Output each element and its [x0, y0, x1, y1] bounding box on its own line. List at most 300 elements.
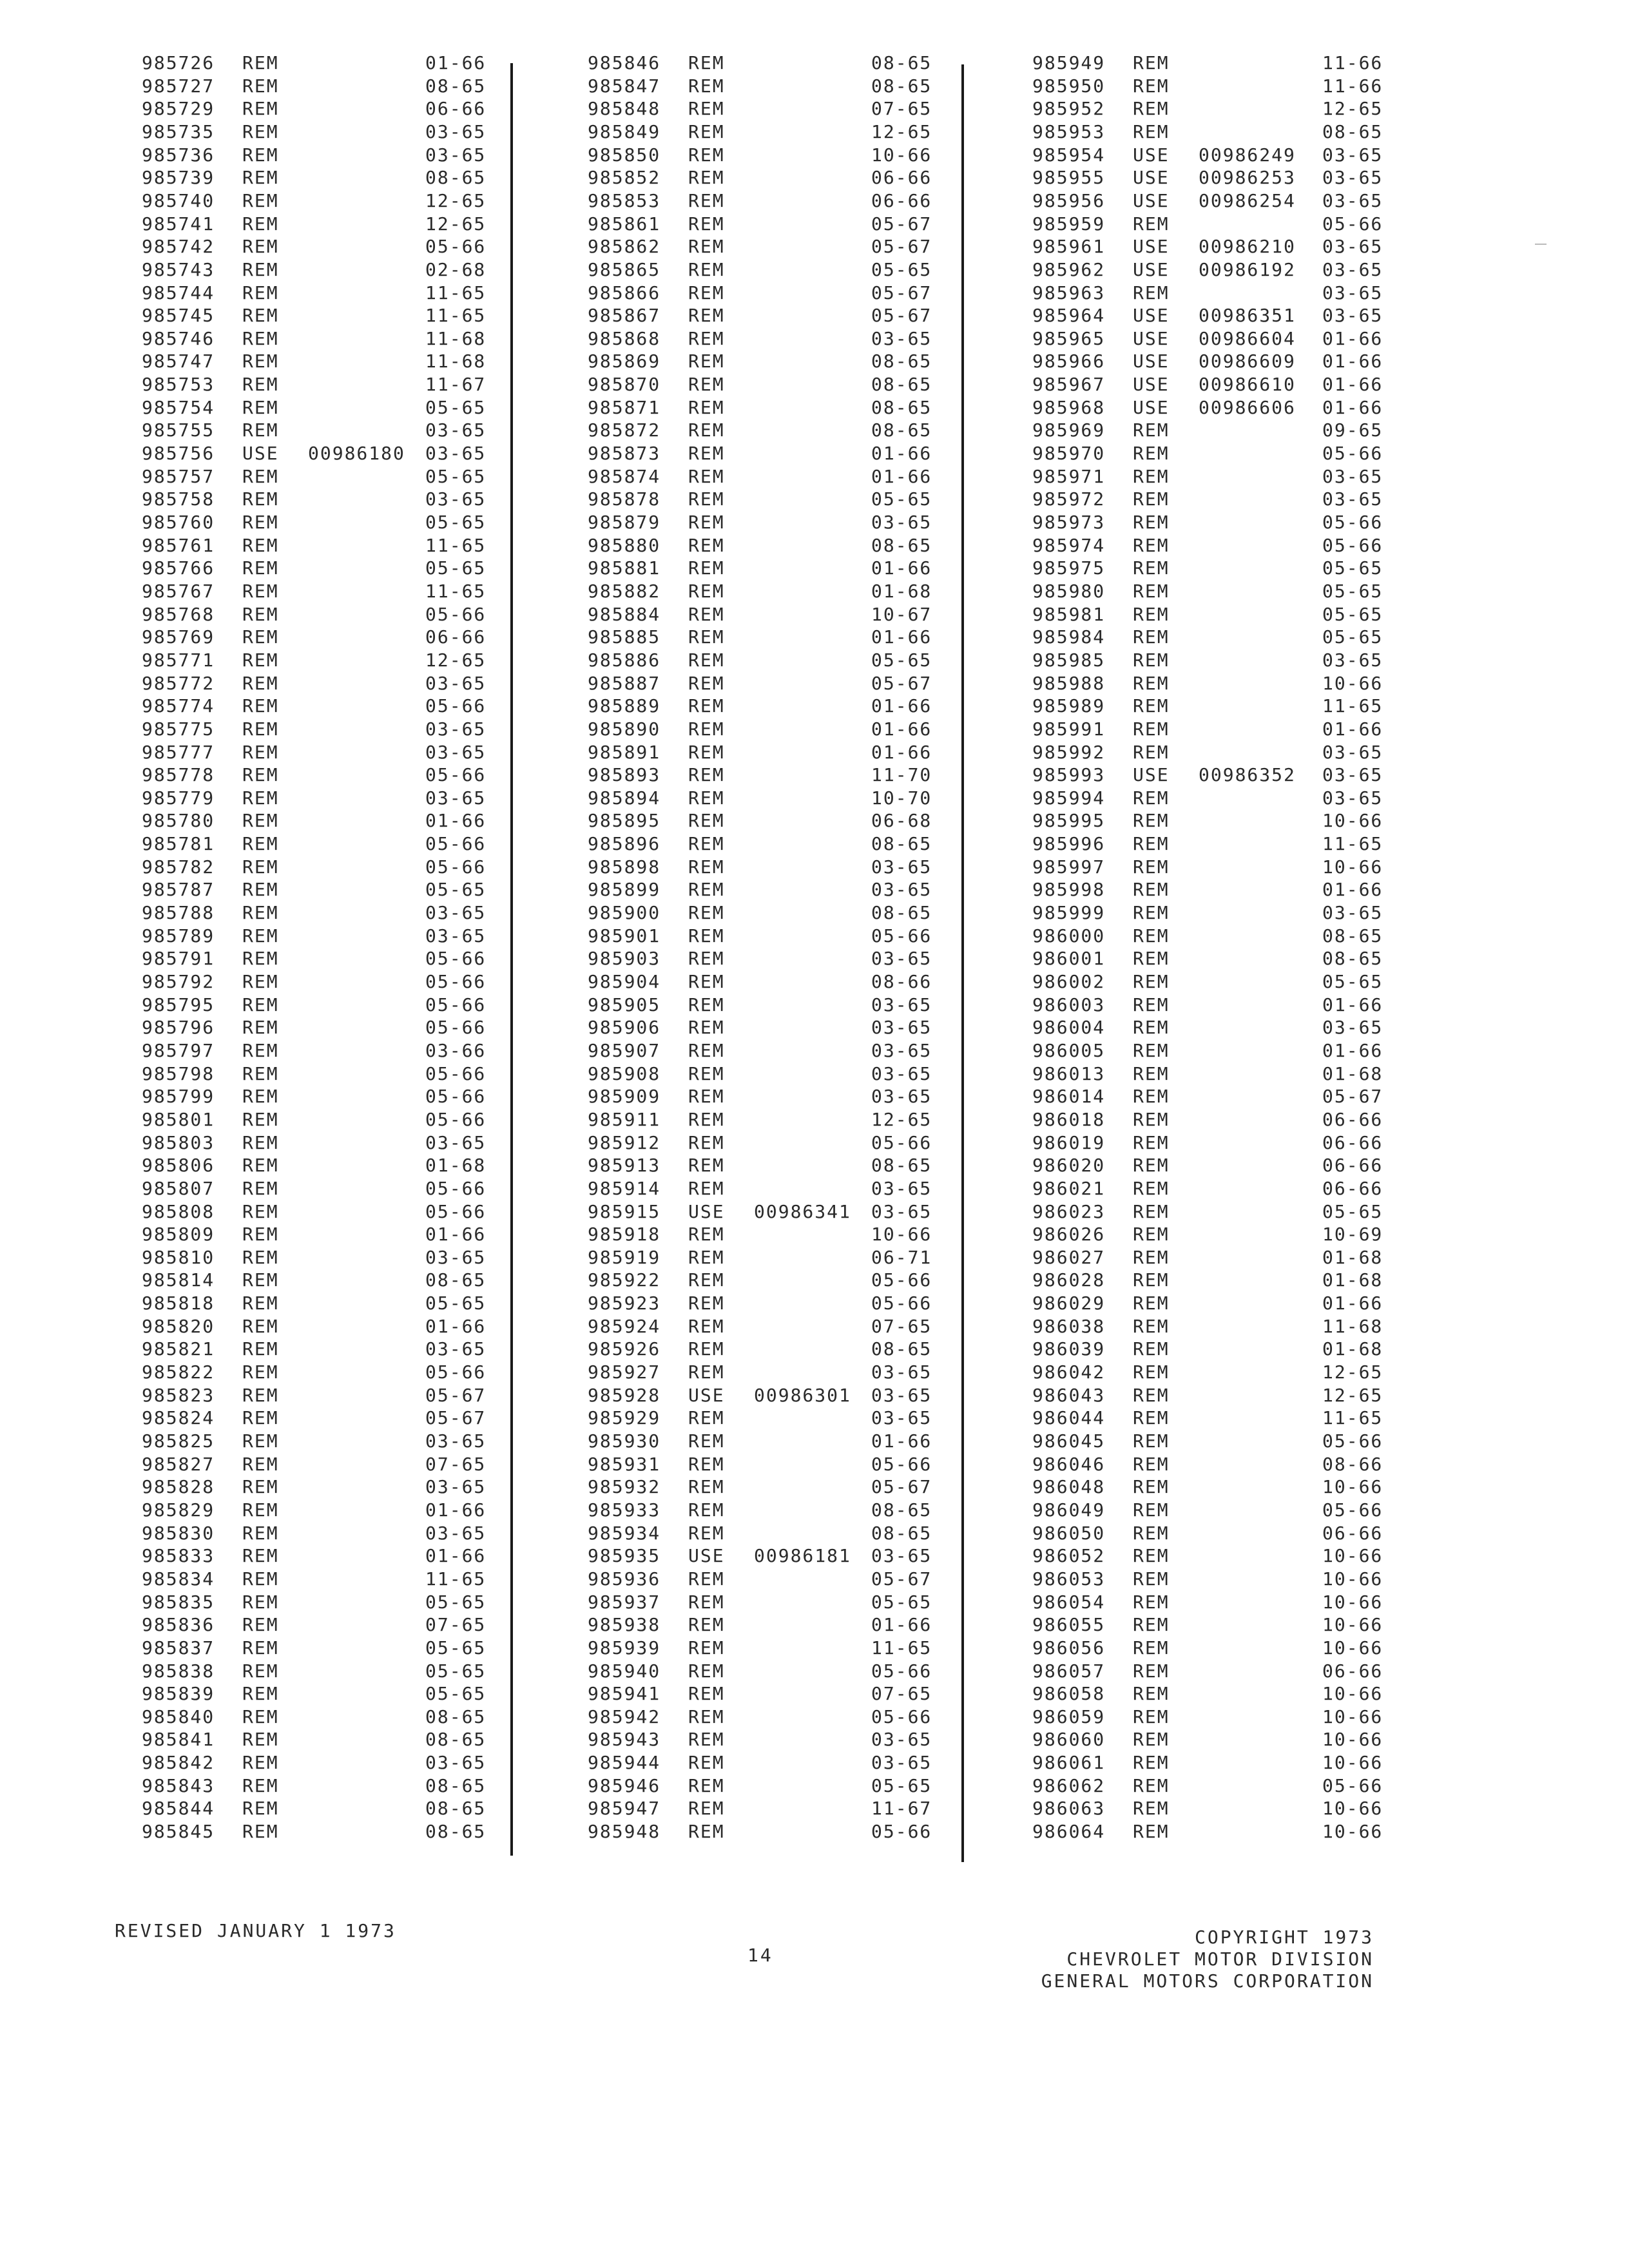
effective-date: 01-66 [425, 1499, 487, 1521]
effective-date: 03-65 [871, 512, 932, 533]
action-code: USE [1133, 305, 1170, 326]
effective-date: 03-65 [871, 1361, 932, 1383]
replacement-number: 00986192 [1199, 259, 1296, 280]
part-number: 985955 [1032, 167, 1106, 188]
effective-date: 03-65 [425, 1476, 487, 1497]
action-code: REM [688, 1132, 725, 1153]
action-code: REM [242, 902, 279, 923]
effective-date: 03-65 [1322, 282, 1383, 303]
effective-date: 05-66 [425, 1086, 487, 1107]
action-code: REM [1133, 1040, 1170, 1061]
effective-date: 06-66 [1322, 1660, 1383, 1682]
part-number: 985879 [588, 512, 661, 533]
action-code: REM [242, 1247, 279, 1268]
part-number: 986043 [1032, 1385, 1106, 1406]
action-code: REM [688, 810, 725, 831]
effective-date: 11-65 [1322, 833, 1383, 854]
part-number: 985947 [588, 1798, 661, 1819]
part-number: 985862 [588, 236, 661, 257]
action-code: REM [242, 512, 279, 533]
effective-date: 06-66 [425, 98, 487, 119]
effective-date: 05-66 [425, 1017, 487, 1038]
part-number: 985901 [588, 925, 661, 947]
effective-date: 11-65 [425, 1568, 487, 1590]
effective-date: 01-68 [1322, 1247, 1383, 1268]
part-number: 986057 [1032, 1660, 1106, 1682]
effective-date: 08-65 [871, 1338, 932, 1360]
effective-date: 08-65 [425, 75, 487, 97]
effective-date: 05-66 [871, 925, 932, 947]
part-number: 985995 [1032, 810, 1106, 831]
action-code: REM [688, 902, 725, 923]
effective-date: 05-66 [425, 1361, 487, 1383]
part-number: 985844 [142, 1798, 215, 1819]
part-number: 985868 [588, 328, 661, 349]
action-code: REM [242, 1706, 279, 1727]
part-number: 985821 [142, 1338, 215, 1360]
action-code: REM [242, 1407, 279, 1428]
action-code: REM [688, 1293, 725, 1314]
effective-date: 01-66 [1322, 328, 1383, 349]
part-number: 985940 [588, 1660, 661, 1682]
action-code: REM [242, 52, 279, 73]
part-number: 985880 [588, 535, 661, 556]
effective-date: 03-65 [425, 1247, 487, 1268]
part-number: 985761 [142, 535, 215, 556]
action-code: REM [688, 512, 725, 533]
effective-date: 05-65 [1322, 557, 1383, 579]
effective-date: 03-65 [1322, 305, 1383, 326]
action-code: USE [1133, 328, 1170, 349]
action-code: REM [688, 1729, 725, 1750]
part-number: 985966 [1032, 351, 1106, 372]
effective-date: 07-65 [871, 98, 932, 119]
effective-date: 05-65 [425, 1591, 487, 1613]
action-code: REM [1133, 419, 1170, 441]
action-code: REM [242, 557, 279, 579]
action-code: REM [688, 1338, 725, 1360]
effective-date: 11-65 [425, 535, 487, 556]
part-number: 985889 [588, 695, 661, 716]
part-number: 985914 [588, 1178, 661, 1199]
part-number: 985788 [142, 902, 215, 923]
effective-date: 05-66 [425, 1063, 487, 1084]
effective-date: 11-65 [425, 305, 487, 326]
action-code: REM [242, 1063, 279, 1084]
part-number: 985969 [1032, 419, 1106, 441]
action-code: REM [688, 1407, 725, 1428]
part-number: 985898 [588, 856, 661, 878]
part-number: 986052 [1032, 1545, 1106, 1566]
effective-date: 10-66 [871, 144, 932, 166]
part-number: 986058 [1032, 1683, 1106, 1704]
effective-date: 05-65 [425, 466, 487, 487]
part-number: 985981 [1032, 604, 1106, 625]
effective-date: 10-66 [1322, 1752, 1383, 1773]
action-code: REM [1133, 1017, 1170, 1038]
action-code: REM [688, 971, 725, 992]
action-code: REM [242, 1729, 279, 1750]
part-number: 985908 [588, 1063, 661, 1084]
replacement-number: 00986609 [1199, 351, 1296, 372]
part-number: 985936 [588, 1568, 661, 1590]
effective-date: 06-71 [871, 1247, 932, 1268]
effective-date: 05-66 [425, 1201, 487, 1222]
effective-date: 03-65 [871, 1752, 932, 1773]
effective-date: 08-66 [871, 971, 932, 992]
part-number: 985996 [1032, 833, 1106, 854]
action-code: REM [688, 1155, 725, 1176]
action-code: REM [688, 213, 725, 235]
action-code: REM [1133, 1568, 1170, 1590]
part-number: 985771 [142, 649, 215, 671]
action-code: REM [1133, 1476, 1170, 1497]
action-code: REM [242, 1224, 279, 1245]
action-code: REM [242, 1476, 279, 1497]
action-code: REM [688, 1109, 725, 1130]
action-code: REM [688, 1775, 725, 1796]
action-code: REM [688, 1454, 725, 1475]
action-code: REM [1133, 1361, 1170, 1383]
part-number: 986021 [1032, 1178, 1106, 1199]
effective-date: 05-65 [1322, 626, 1383, 648]
action-code: REM [688, 1316, 725, 1337]
effective-date: 01-66 [425, 1545, 487, 1566]
part-number: 986001 [1032, 948, 1106, 969]
part-number: 986002 [1032, 971, 1106, 992]
effective-date: 05-67 [871, 1476, 932, 1497]
effective-date: 07-65 [871, 1316, 932, 1337]
effective-date: 05-67 [425, 1385, 487, 1406]
part-number: 986055 [1032, 1614, 1106, 1635]
part-number: 985838 [142, 1660, 215, 1682]
part-number: 986062 [1032, 1775, 1106, 1796]
part-number: 985952 [1032, 98, 1106, 119]
effective-date: 05-66 [425, 971, 487, 992]
part-number: 985989 [1032, 695, 1106, 716]
action-code: REM [1133, 1683, 1170, 1704]
effective-date: 01-66 [871, 695, 932, 716]
part-number: 985893 [588, 764, 661, 785]
part-number: 985973 [1032, 512, 1106, 533]
action-code: REM [1133, 1821, 1170, 1842]
effective-date: 03-65 [425, 718, 487, 740]
effective-date: 03-65 [425, 742, 487, 763]
effective-date: 05-65 [425, 1637, 487, 1658]
action-code: REM [688, 98, 725, 119]
action-code: REM [688, 397, 725, 418]
part-number: 985998 [1032, 879, 1106, 900]
action-code: REM [242, 1293, 279, 1314]
part-number: 985849 [588, 121, 661, 142]
corporation-line: GENERAL MOTORS CORPORATION [1041, 1970, 1374, 1992]
action-code: REM [688, 1178, 725, 1199]
effective-date: 09-65 [1322, 419, 1383, 441]
effective-date: 03-65 [425, 144, 487, 166]
part-number: 985999 [1032, 902, 1106, 923]
effective-date: 11-66 [1322, 52, 1383, 73]
action-code: REM [1133, 856, 1170, 878]
effective-date: 03-66 [425, 1040, 487, 1061]
effective-date: 01-66 [871, 742, 932, 763]
action-code: REM [1133, 1545, 1170, 1566]
action-code: REM [1133, 1338, 1170, 1360]
replacement-number: 00986610 [1199, 374, 1296, 395]
replacement-number: 00986341 [754, 1201, 851, 1222]
part-number: 985871 [588, 397, 661, 418]
part-number: 985801 [142, 1109, 215, 1130]
part-number: 986064 [1032, 1821, 1106, 1842]
part-number: 985929 [588, 1407, 661, 1428]
effective-date: 05-65 [871, 649, 932, 671]
effective-date: 03-65 [871, 328, 932, 349]
part-number: 985985 [1032, 649, 1106, 671]
effective-date: 10-66 [1322, 1729, 1383, 1750]
action-code: REM [688, 52, 725, 73]
effective-date: 03-65 [425, 121, 487, 142]
effective-date: 03-65 [871, 1407, 932, 1428]
action-code: REM [1133, 52, 1170, 73]
action-code: REM [1133, 443, 1170, 464]
action-code: REM [242, 1361, 279, 1383]
effective-date: 06-66 [871, 190, 932, 211]
action-code: REM [688, 1752, 725, 1773]
action-code: REM [688, 1614, 725, 1635]
action-code: REM [1133, 1729, 1170, 1750]
part-number: 985822 [142, 1361, 215, 1383]
part-number: 985768 [142, 604, 215, 625]
action-code: REM [242, 236, 279, 257]
action-code: USE [1133, 374, 1170, 395]
action-code: REM [688, 144, 725, 166]
action-code: REM [242, 98, 279, 119]
effective-date: 06-66 [1322, 1109, 1383, 1130]
effective-date: 08-65 [871, 397, 932, 418]
action-code: REM [1133, 1178, 1170, 1199]
action-code: REM [688, 351, 725, 372]
part-number: 985757 [142, 466, 215, 487]
part-number: 985938 [588, 1614, 661, 1635]
replacement-number: 00986352 [1199, 764, 1296, 785]
part-number: 985828 [142, 1476, 215, 1497]
action-code: REM [1133, 1269, 1170, 1291]
effective-date: 05-66 [1322, 443, 1383, 464]
effective-date: 12-65 [1322, 98, 1383, 119]
part-number: 985806 [142, 1155, 215, 1176]
part-number: 985943 [588, 1729, 661, 1750]
action-code: USE [688, 1545, 725, 1566]
effective-date: 03-65 [1322, 144, 1383, 166]
effective-date: 08-65 [871, 419, 932, 441]
part-number: 985954 [1032, 144, 1106, 166]
action-code: REM [242, 1545, 279, 1566]
part-number: 986039 [1032, 1338, 1106, 1360]
part-number: 985791 [142, 948, 215, 969]
action-code: REM [688, 1269, 725, 1291]
part-number: 985797 [142, 1040, 215, 1061]
effective-date: 05-66 [1322, 535, 1383, 556]
part-number: 986049 [1032, 1499, 1106, 1521]
effective-date: 07-65 [425, 1614, 487, 1635]
action-code: REM [688, 1499, 725, 1521]
part-number: 985850 [588, 144, 661, 166]
part-number: 985727 [142, 75, 215, 97]
action-code: REM [242, 167, 279, 188]
effective-date: 08-65 [425, 1269, 487, 1291]
action-code: REM [242, 971, 279, 992]
effective-date: 01-66 [871, 443, 932, 464]
part-number: 985964 [1032, 305, 1106, 326]
effective-date: 03-65 [871, 1201, 932, 1222]
part-number: 985946 [588, 1775, 661, 1796]
action-code: REM [1133, 466, 1170, 487]
effective-date: 10-67 [871, 604, 932, 625]
part-number: 986044 [1032, 1407, 1106, 1428]
effective-date: 05-67 [871, 1568, 932, 1590]
action-code: REM [1133, 1775, 1170, 1796]
action-code: REM [688, 948, 725, 969]
action-code: REM [242, 1017, 279, 1038]
effective-date: 01-66 [871, 718, 932, 740]
action-code: REM [242, 1614, 279, 1635]
effective-date: 01-66 [871, 1614, 932, 1635]
part-number: 985885 [588, 626, 661, 648]
effective-date: 08-65 [1322, 925, 1383, 947]
effective-date: 05-65 [871, 1775, 932, 1796]
part-number: 985818 [142, 1293, 215, 1314]
part-number: 985944 [588, 1752, 661, 1773]
effective-date: 05-66 [871, 1293, 932, 1314]
action-code: REM [242, 1683, 279, 1704]
action-code: REM [242, 144, 279, 166]
effective-date: 05-66 [871, 1269, 932, 1291]
part-number: 985927 [588, 1361, 661, 1383]
effective-date: 12-65 [425, 190, 487, 211]
part-number: 985923 [588, 1293, 661, 1314]
effective-date: 10-66 [1322, 1545, 1383, 1566]
effective-date: 02-68 [425, 259, 487, 280]
effective-date: 10-66 [1322, 673, 1383, 694]
part-number: 985935 [588, 1545, 661, 1566]
action-code: REM [242, 1109, 279, 1130]
action-code: REM [688, 1637, 725, 1658]
action-code: REM [242, 1568, 279, 1590]
action-code: REM [1133, 1430, 1170, 1452]
replacement-number: 00986210 [1199, 236, 1296, 257]
action-code: REM [1133, 787, 1170, 809]
action-code: REM [688, 626, 725, 648]
action-code: REM [1133, 1109, 1170, 1130]
part-number: 985833 [142, 1545, 215, 1566]
effective-date: 10-66 [1322, 1798, 1383, 1819]
part-number: 985735 [142, 121, 215, 142]
part-number: 986061 [1032, 1752, 1106, 1773]
part-number: 985847 [588, 75, 661, 97]
effective-date: 01-68 [1322, 1338, 1383, 1360]
part-number: 986027 [1032, 1247, 1106, 1268]
action-code: REM [688, 236, 725, 257]
effective-date: 08-65 [425, 1798, 487, 1819]
part-number: 985867 [588, 305, 661, 326]
part-number: 985779 [142, 787, 215, 809]
action-code: REM [1133, 512, 1170, 533]
effective-date: 05-66 [1322, 1430, 1383, 1452]
effective-date: 05-65 [871, 488, 932, 510]
effective-date: 05-66 [425, 695, 487, 716]
effective-date: 05-65 [1322, 971, 1383, 992]
part-number: 985739 [142, 167, 215, 188]
effective-date: 05-67 [1322, 1086, 1383, 1107]
action-code: REM [688, 879, 725, 900]
effective-date: 03-65 [871, 1385, 932, 1406]
part-number: 986054 [1032, 1591, 1106, 1613]
action-code: REM [688, 856, 725, 878]
effective-date: 05-65 [425, 512, 487, 533]
part-number: 985956 [1032, 190, 1106, 211]
action-code: REM [688, 121, 725, 142]
part-number: 985948 [588, 1821, 661, 1842]
action-code: REM [242, 1178, 279, 1199]
effective-date: 05-66 [425, 764, 487, 785]
part-number: 985994 [1032, 787, 1106, 809]
action-code: REM [242, 1269, 279, 1291]
column-divider [961, 64, 964, 1862]
part-number: 985810 [142, 1247, 215, 1268]
effective-date: 03-65 [1322, 466, 1383, 487]
effective-date: 03-65 [871, 1729, 932, 1750]
effective-date: 08-66 [1322, 1454, 1383, 1475]
effective-date: 03-65 [1322, 1017, 1383, 1038]
part-number: 985742 [142, 236, 215, 257]
part-number: 985967 [1032, 374, 1106, 395]
effective-date: 08-65 [871, 374, 932, 395]
action-code: REM [688, 994, 725, 1015]
effective-date: 07-65 [871, 1683, 932, 1704]
action-code: REM [1133, 695, 1170, 716]
part-number: 985825 [142, 1430, 215, 1452]
action-code: REM [242, 1086, 279, 1107]
replacement-number: 00986351 [1199, 305, 1296, 326]
part-number: 985846 [588, 52, 661, 73]
effective-date: 01-66 [425, 1316, 487, 1337]
part-number: 986018 [1032, 1109, 1106, 1130]
part-number: 985968 [1032, 397, 1106, 418]
effective-date: 05-67 [871, 673, 932, 694]
action-code: REM [688, 1247, 725, 1268]
part-number: 985726 [142, 52, 215, 73]
action-code: USE [688, 1201, 725, 1222]
part-number: 985903 [588, 948, 661, 969]
effective-date: 08-65 [871, 1155, 932, 1176]
part-number: 985869 [588, 351, 661, 372]
part-number: 986048 [1032, 1476, 1106, 1497]
effective-date: 06-68 [871, 810, 932, 831]
effective-date: 01-66 [425, 1224, 487, 1245]
part-number: 985772 [142, 673, 215, 694]
effective-date: 05-66 [425, 994, 487, 1015]
effective-date: 08-65 [871, 1523, 932, 1544]
effective-date: 01-66 [1322, 1293, 1383, 1314]
part-number: 985775 [142, 718, 215, 740]
effective-date: 01-66 [1322, 397, 1383, 418]
action-code: REM [1133, 626, 1170, 648]
action-code: REM [242, 535, 279, 556]
action-code: REM [242, 742, 279, 763]
effective-date: 05-66 [871, 1821, 932, 1842]
part-number: 985980 [1032, 581, 1106, 602]
action-code: REM [1133, 673, 1170, 694]
effective-date: 05-65 [425, 557, 487, 579]
